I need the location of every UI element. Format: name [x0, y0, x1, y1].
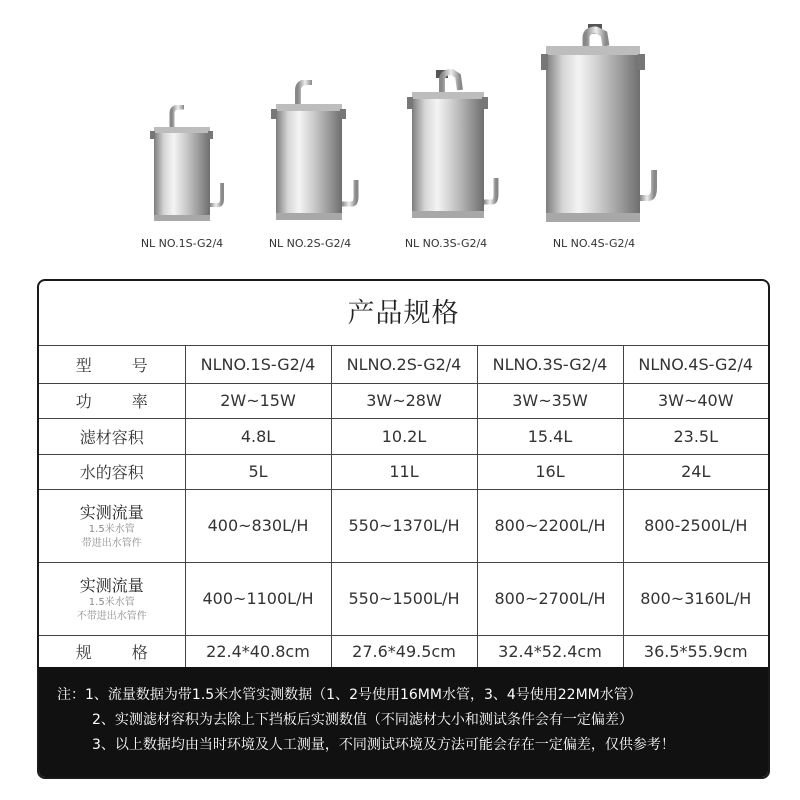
- table-cell: NLNO.1S-G2/4: [185, 346, 331, 383]
- table-row-model: [39, 346, 768, 383]
- table-cell: 27.6*49.5cm: [331, 635, 477, 668]
- table-cell: 10.2L: [331, 418, 477, 454]
- note-line-1: 注：1、流量数据为带1.5米水管实测数据（1、2号使用16MM水管，3、4号使用22MM水管）: [57, 687, 642, 703]
- spec-title: 产品规格: [39, 281, 768, 346]
- table-cell: 22.4*40.8cm: [185, 635, 331, 668]
- table-row-water-volume: [39, 454, 768, 489]
- table-cell: 800~2700L/H: [477, 562, 623, 635]
- table-row-power: [39, 383, 768, 418]
- row-header-model: 型号: [39, 346, 185, 383]
- table-cell: 3W~35W: [477, 383, 623, 418]
- product-label-4: NL NO.4S-G2/4: [552, 237, 636, 250]
- note-line-2: 2、实测滤材容积为去除上下挡板后实测数值（不同滤材大小和测试条件会有一定偏差）: [92, 712, 633, 728]
- table-cell: 32.4*52.4cm: [477, 635, 623, 668]
- table-cell: 16L: [477, 454, 623, 489]
- spec-table: [39, 346, 768, 669]
- table-cell: 24L: [623, 454, 768, 489]
- table-cell: 800~2200L/H: [477, 489, 623, 562]
- row-header-power: 功率: [39, 383, 185, 418]
- table-cell: 550~1500L/H: [331, 562, 477, 635]
- table-cell: 400~1100L/H: [185, 562, 331, 635]
- table-cell: 550~1370L/H: [331, 489, 477, 562]
- canister-filter-4s-image: [540, 22, 660, 228]
- table-row-flow-without-outlet: [39, 562, 768, 635]
- table-cell: NLNO.2S-G2/4: [331, 346, 477, 383]
- product-label-2: NL NO.2S-G2/4: [268, 237, 352, 250]
- table-cell: NLNO.3S-G2/4: [477, 346, 623, 383]
- table-cell: 15.4L: [477, 418, 623, 454]
- table-cell: 2W~15W: [185, 383, 331, 418]
- row-header-flow-with-outlet: 实测流量 1.5米水管 带进出水管件: [39, 489, 185, 562]
- table-cell: 5L: [185, 454, 331, 489]
- table-cell: 36.5*55.9cm: [623, 635, 768, 668]
- notes-panel: [39, 667, 768, 777]
- canister-filter-1s-image: [148, 105, 228, 227]
- product-label-1: NL NO.1S-G2/4: [140, 237, 224, 250]
- product-label-3: NL NO.3S-G2/4: [404, 237, 488, 250]
- table-row-filter-volume: [39, 418, 768, 454]
- row-header-filter-volume: 滤材容积: [39, 418, 185, 454]
- row-header-flow-without-outlet: 实测流量 1.5米水管 不带进出水管件: [39, 562, 185, 635]
- table-cell: 3W~40W: [623, 383, 768, 418]
- table-cell: 11L: [331, 454, 477, 489]
- table-row-flow-with-outlet: [39, 489, 768, 562]
- table-cell: 23.5L: [623, 418, 768, 454]
- canister-filter-2s-image: [268, 80, 364, 226]
- table-cell: 4.8L: [185, 418, 331, 454]
- table-cell: 400~830L/H: [185, 489, 331, 562]
- row-header-water-volume: 水的容积: [39, 454, 185, 489]
- table-cell: 3W~28W: [331, 383, 477, 418]
- canister-filter-3s-image: [404, 66, 504, 222]
- note-line-3: 3、以上数据均由当时环境及人工测量，不同测试环境及方法可能会存在一定偏差，仅供参考！: [92, 737, 675, 753]
- table-cell: 800-2500L/H: [623, 489, 768, 562]
- table-cell: 800~3160L/H: [623, 562, 768, 635]
- product-lineup: [0, 0, 800, 270]
- table-cell: NLNO.4S-G2/4: [623, 346, 768, 383]
- table-row-size: [39, 635, 768, 668]
- spec-table-card: [37, 279, 770, 779]
- row-header-size: 规格: [39, 635, 185, 668]
